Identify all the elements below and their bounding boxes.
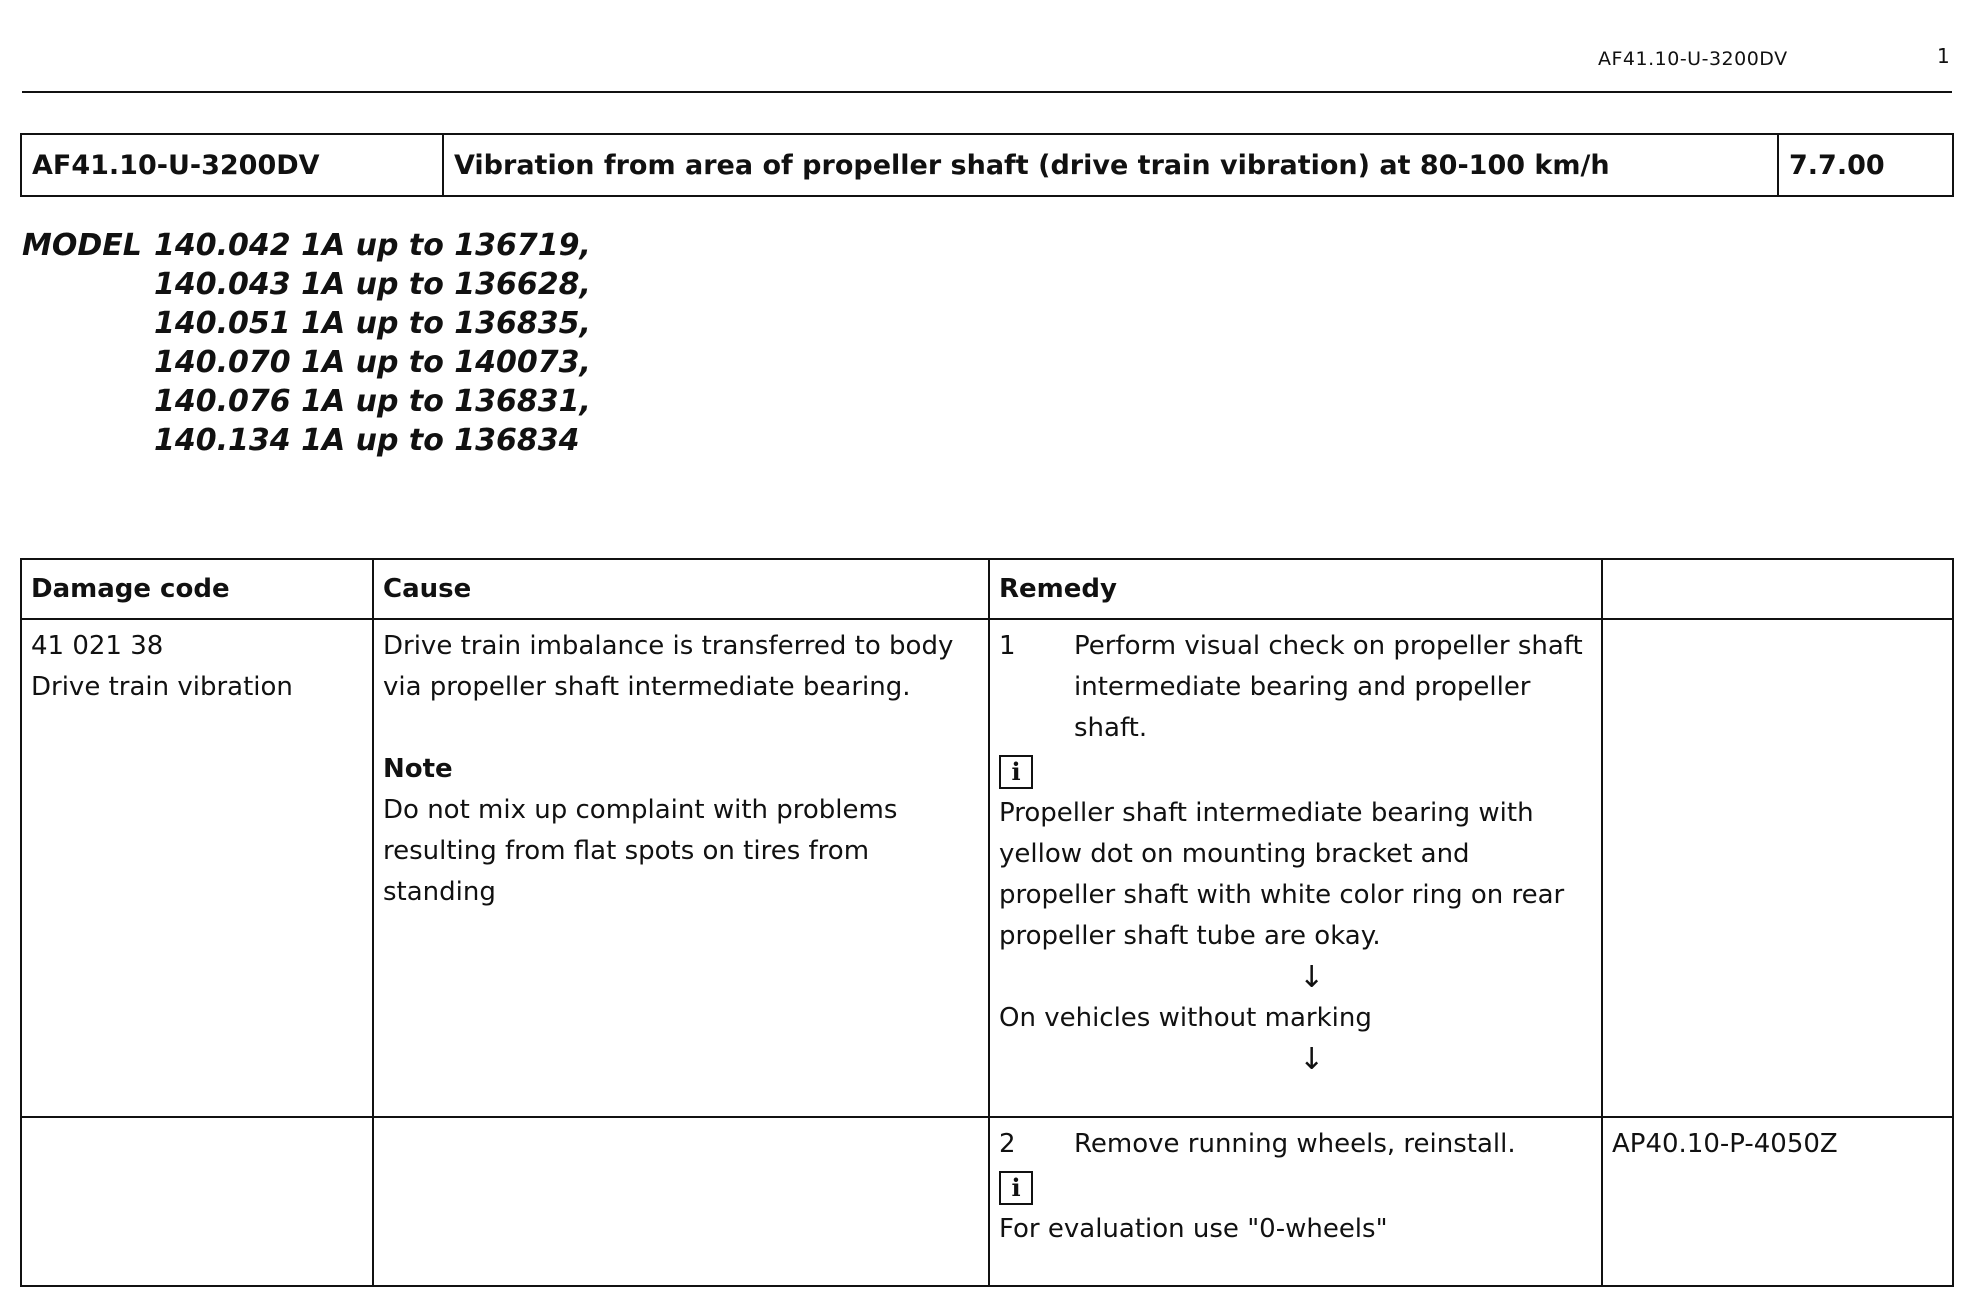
info-icon: i [999, 1171, 1033, 1205]
model-line: 140.051 1A up to 136835, [154, 306, 591, 341]
title-document-code: AF41.10-U-3200DV [21, 134, 443, 196]
damage-code-cell [21, 1117, 373, 1286]
model-line: 140.043 1A up to 136628, [154, 267, 591, 302]
model-list [154, 226, 591, 460]
step-number: 1 [999, 631, 1016, 661]
diagnosis-table [20, 558, 1954, 1287]
model-label: MODEL [22, 228, 142, 263]
info-text: For evaluation use "0-wheels" [999, 1214, 1388, 1244]
damage-code: 41 021 38 [31, 631, 164, 661]
remedy-cell [989, 619, 1602, 1117]
column-header-remedy: Remedy [989, 559, 1602, 619]
table-row [21, 619, 1953, 1117]
down-arrow-icon: ↓ [1299, 1042, 1325, 1077]
header-divider [22, 91, 1952, 93]
step-text: Perform visual check on propeller shaft intermediate bearing and propeller shaft. [1074, 631, 1583, 743]
table-header-row [21, 559, 1953, 619]
model-line: 140.042 1A up to 136719, [154, 228, 591, 263]
header-document-code: AF41.10-U-3200DV [1598, 48, 1788, 70]
info-text: Propeller shaft intermediate bearing with yellow dot on mounting bracket and propeller shaft with white color ring on rear propeller shaft tube are okay. [999, 798, 1565, 951]
remedy-cell [989, 1117, 1602, 1286]
remedy-step [999, 626, 1592, 749]
note-text: Do not mix up complaint with problems resulting from flat spots on tires from standing [383, 795, 898, 907]
column-header-reference [1602, 559, 1953, 619]
cause-cell [373, 619, 989, 1117]
note-heading: Note [383, 754, 453, 784]
info-icon: i [999, 755, 1033, 789]
reference-link[interactable]: AP40.10-P-4050Z [1612, 1129, 1838, 1159]
cause-cell [373, 1117, 989, 1286]
followup-text: On vehicles without marking [999, 1003, 1372, 1033]
step-text: Remove running wheels, reinstall. [1074, 1129, 1516, 1159]
down-arrow-icon: ↓ [1299, 960, 1325, 995]
model-line: 140.076 1A up to 136831, [154, 384, 591, 419]
step-number: 2 [999, 1129, 1016, 1159]
damage-code-cell [21, 619, 373, 1117]
model-line: 140.070 1A up to 140073, [154, 345, 591, 380]
reference-cell [1602, 619, 1953, 1117]
model-line: 140.134 1A up to 136834 [154, 423, 580, 458]
title-box [20, 133, 1954, 197]
reference-cell [1602, 1117, 1953, 1286]
column-header-damage-code: Damage code [21, 559, 373, 619]
damage-description: Drive train vibration [31, 672, 293, 702]
table-row [21, 1117, 1953, 1286]
title-date: 7.7.00 [1778, 134, 1953, 196]
header-page-number: 1 [1937, 44, 1950, 68]
page-title: Vibration from area of propeller shaft (drive train vibration) at 80-100 km/h [443, 134, 1778, 196]
remedy-step [999, 1124, 1592, 1165]
column-header-cause: Cause [373, 559, 989, 619]
cause-text: Drive train imbalance is transferred to body via propeller shaft intermediate bearing. [383, 631, 954, 702]
